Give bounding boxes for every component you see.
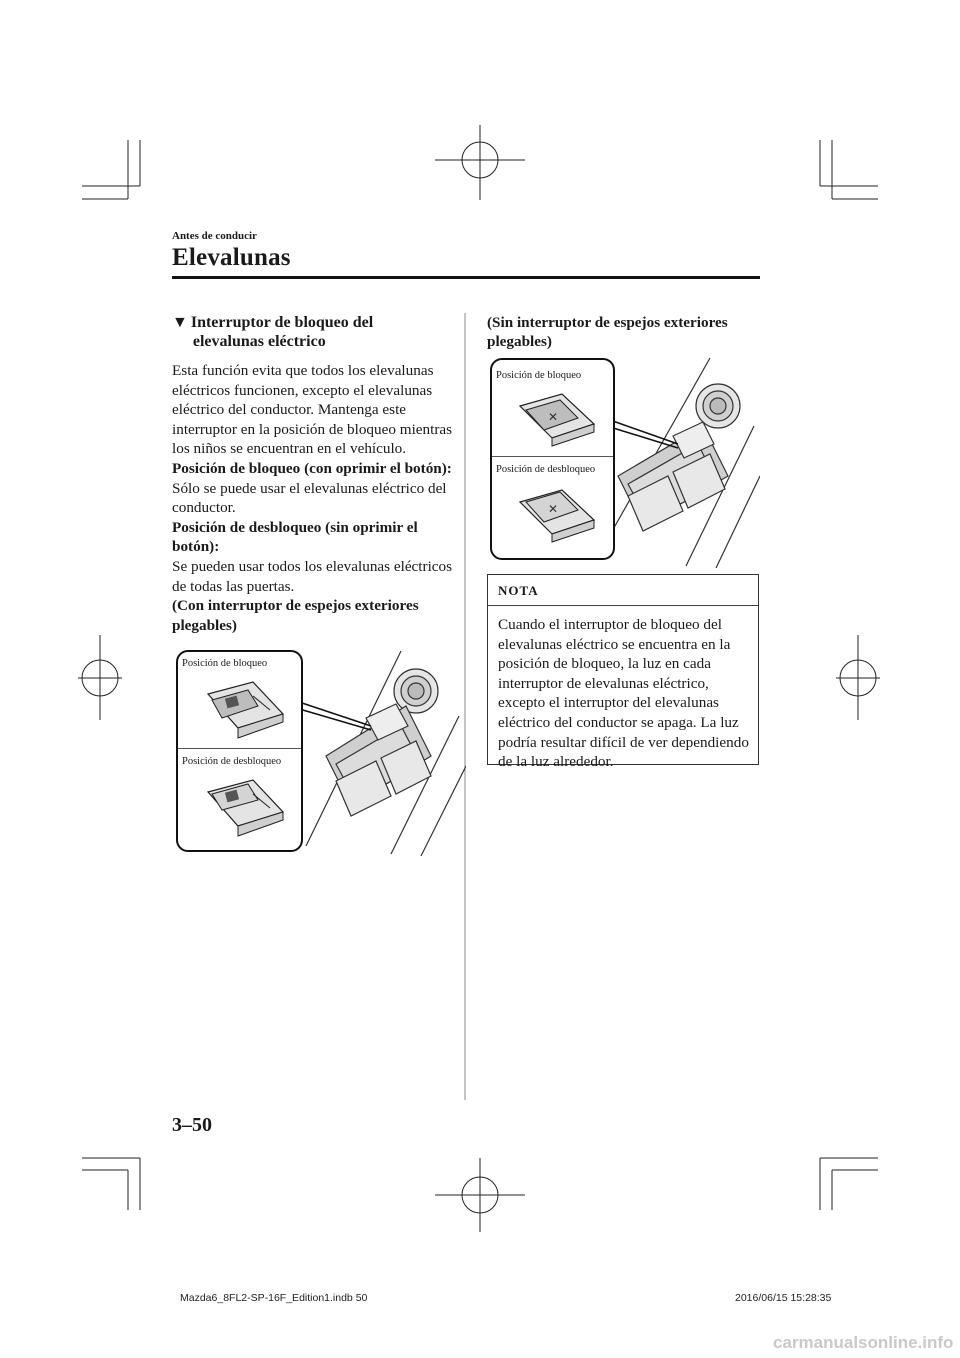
page-number: 3–50 [172,1114,212,1136]
unlock-position-label: Posición de desbloqueo (sin oprimir el botón): [172,518,418,556]
lock-position-callout-label: Posición de bloqueo [182,658,268,669]
without-mirrors-caption: (Sin interruptor de espejos exteriores plegables) [487,314,728,350]
section-label: Antes de conducir [172,230,257,242]
intro-paragraph: Esta función evita que todos los elevalunas eléctricos funcionen, excepto el elevalunas eléctrico del conductor. Mantenga este interruptor en la posición de bloqueo mientras los niños se encuentran en el vehículo. [172,362,453,458]
lock-position-text: Sólo se puede usar el elevalunas eléctrico del conductor. [172,479,447,517]
lock-switch-released-illustration [198,774,288,842]
note-box [487,574,759,771]
callout-with-mirrors [176,650,303,852]
lock-position-callout-label-2: Posición de bloqueo [496,370,582,381]
watermark: carmanualsonline.info [773,1333,954,1352]
unlock-position-callout-label: Posición de desbloqueo [182,756,282,767]
footer-file-name: Mazda6_8FL2-SP-16F_Edition1.indb 50 [180,1292,368,1304]
unlock-position-text: Se pueden usar todos los elevalunas eléctricos de todas las puertas. [172,557,453,595]
svg-text:✕: ✕ [548,502,559,516]
footer-timestamp: 2016/06/15 15:28:35 [735,1292,832,1304]
chapter-rule [172,276,760,279]
callout-without-mirrors [490,358,615,560]
heading-line-1: Interruptor de bloqueo del [190,314,374,331]
right-column [487,313,760,351]
callout-separator-2 [492,456,613,457]
left-column [172,313,464,635]
svg-text:✕: ✕ [548,410,559,424]
callout-separator [178,748,301,749]
note-rule [488,605,758,606]
lock-switch-released-illustration-2 [512,484,602,548]
lock-position-label: Posición de bloqueo (con oprimir el botón): [172,459,452,477]
unlock-position-callout-label-2: Posición de desbloqueo [496,464,596,475]
with-mirrors-caption: (Con interruptor de espejos exteriores plegables) [172,597,419,634]
note-text: Cuando el interruptor de bloqueo del elevalunas eléctrico se encuentra en la posición de bloqueo, la luz en cada interruptor de elevalunas eléctrico, excepto el interruptor del elevalunas eléctrico del conductor se apaga. La luz podría resultar difícil de ver dependiendo de la luz alrededor. [498,616,749,771]
chapter-title: Elevalunas [172,244,291,271]
note-title: NOTA [498,583,539,598]
heading-line-2: elevalunas eléctrico [192,333,326,350]
lock-switch-pressed-illustration [198,676,288,744]
lock-switch-pressed-illustration-2 [512,388,602,452]
subsection-heading [172,313,464,351]
triangle-bullet-icon: ▼ [172,314,188,331]
